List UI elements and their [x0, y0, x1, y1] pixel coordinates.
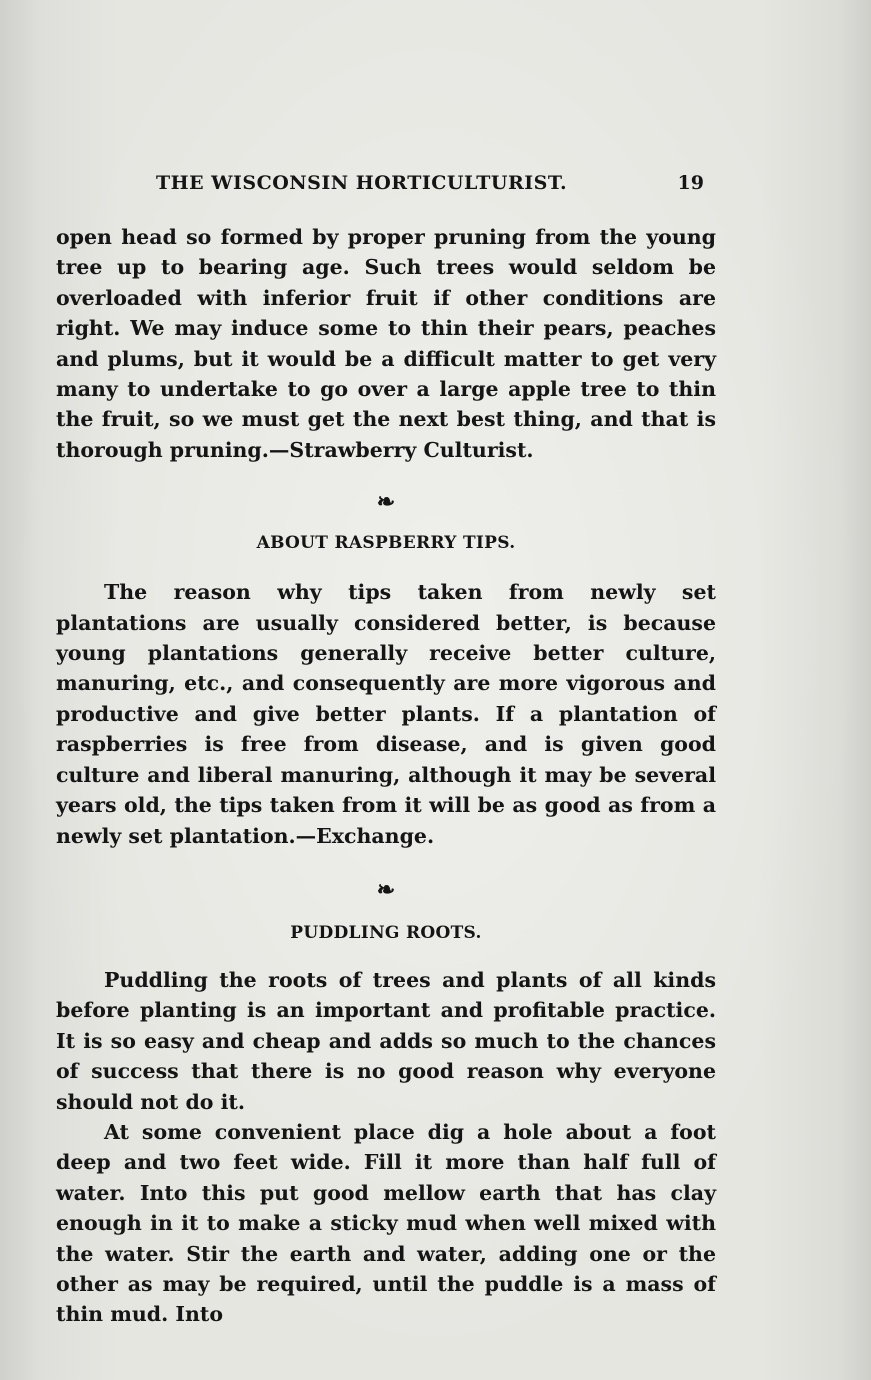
section-divider-ornament: ❧ — [376, 876, 396, 903]
section-divider-ornament: ❧ — [376, 489, 396, 516]
section-heading-puddling-roots: PUDDLING ROOTS. — [290, 922, 482, 943]
page-number: 19 — [677, 172, 704, 194]
puddling-roots-paragraph-1: Puddling the roots of trees and plants of all kinds before planting is an important and profitable practice. It is so easy and cheap and adds so much to the chances of success that there is no good reason why everyone should not do it. — [56, 967, 716, 1114]
puddling-roots-paragraph-2: At some convenient place dig a hole about a foot deep and two feet wide. Fill it more than half full of water. Into this put good mellow earth that has clay enough in it to make a sticky mud when well mixed with the water. Stir the earth and water, adding one or the other as may be required, until the puddle is a mass of thin mud. Into — [56, 1119, 716, 1327]
page-content — [56, 222, 716, 1330]
raspberry-tips-paragraph: The reason why tips taken from newly set plantations are usually considered better, is because young plantations generally receive better culture, manuring, etc., and consequently are more vigorous and productive and give better plants. If a plantation of raspberries is free from disease, and is given good culture and liberal manuring, although it may be several years old, the tips taken from it will be as good as from a newly set plantation.—Exchange. — [56, 580, 716, 848]
section-heading-raspberry-tips: ABOUT RASPBERRY TIPS. — [256, 533, 516, 554]
page-header — [64, 172, 724, 202]
running-title: THE WISCONSIN HORTICULTURIST. — [156, 172, 568, 194]
continuation-paragraph: open head so formed by proper pruning from the young tree up to bearing age. Such trees would seldom be overloaded with inferior fruit if other conditions are right. We may induce some to thin their pears, peaches and plums, but it would be a difficult matter to get very many to undertake to go over a large apple tree to thin the fruit, so we must get the next best thing, and that is thorough pruning.—Strawberry Culturist. — [56, 225, 716, 462]
